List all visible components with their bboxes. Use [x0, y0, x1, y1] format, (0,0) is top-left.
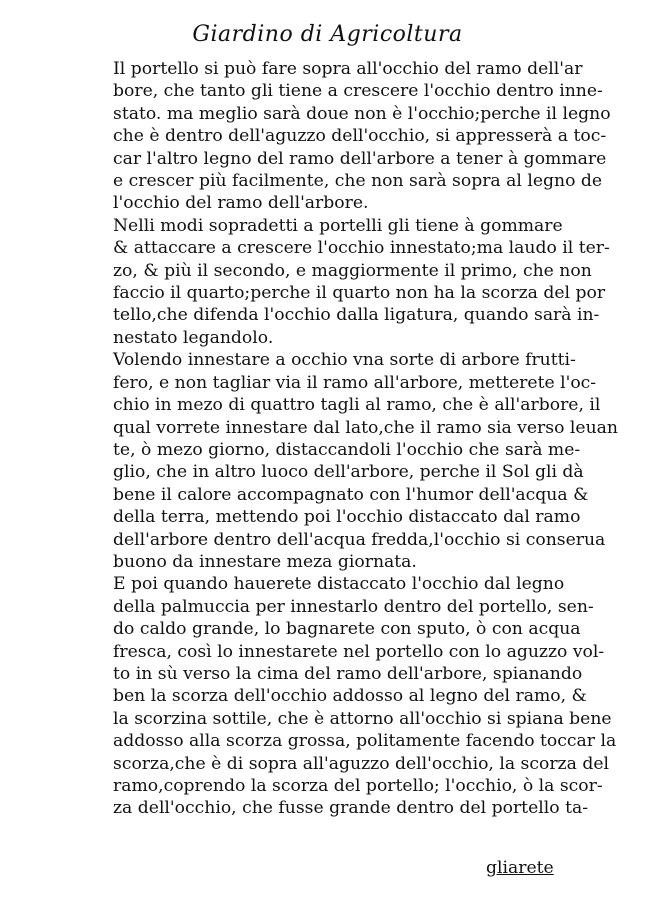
text-line: fresca, così lo innestarete nel portello con lo aguzzo vol-: [113, 641, 605, 662]
text-line: ramo,coprendo la scorza del portello; l'occhio, ò la scor-: [113, 776, 603, 796]
text-line: stato. ma meglio sarà doue non è l'occhio;perche il legno: [113, 103, 611, 124]
text-line: do caldo grande, lo bagnarete con sputo, ò con acqua: [113, 619, 581, 640]
text-line: car l'altro legno del ramo dell'arbore a tener à gommare: [113, 148, 607, 169]
text-line: che è dentro dell'aguzzo dell'occhio, si appresserà a toc-: [113, 126, 607, 147]
text-line: della palmuccia per innestarlo dentro del portello, sen-: [113, 596, 594, 617]
text-line: nestato legandolo.: [113, 327, 274, 348]
text-line: za dell'occhio, che fusse grande dentro del portello ta-: [113, 798, 589, 819]
text-line: la scorzina sottile, che è attorno all'occhio si spiana bene: [113, 708, 612, 729]
text-line: e crescer più facilmente, che non sarà sopra al legno de: [113, 171, 603, 192]
text-line: l'occhio del ramo dell'arbore.: [113, 193, 369, 214]
text-line: zo, & più il secondo, e maggiormente il primo, che non: [113, 260, 592, 281]
text-line: tello,che difenda l'occhio dalla ligatura, quando sarà in-: [113, 305, 600, 326]
text-line: buono da innestare meza giornata.: [113, 551, 417, 572]
text-line: glio, che in altro luoco dell'arbore, perche il Sol gli dà: [113, 462, 584, 483]
text-line: addosso alla scorza grossa, politamente facendo toccar la: [113, 731, 617, 752]
catchword: gliarete: [486, 858, 554, 878]
text-line: Il portello si può fare sopra all'occhio del ramo dell'ar: [113, 59, 583, 79]
body-text: [113, 58, 618, 820]
text-line: della terra, mettendo poi l'occhio distaccato dal ramo: [113, 507, 581, 528]
text-line: bore, che tanto gli tiene a crescere l'occhio dentro inne-: [113, 81, 603, 102]
text-line: Nelli modi sopradetti a portelli gli tiene à gommare: [113, 215, 563, 236]
text-line: chio in mezo di quattro tagli al ramo, che è all'arbore, il: [113, 395, 601, 416]
text-line: fero, e non tagliar via il ramo all'arbore, metterete l'oc-: [113, 372, 597, 393]
text-line: & attaccare a crescere l'occhio innestato;ma laudo il ter-: [113, 238, 610, 259]
text-line: qual vorrete innestare dal lato,che il ramo sia verso leuan: [113, 417, 618, 438]
text-line: Volendo innestare a occhio vna sorte di arbore frutti-: [113, 350, 576, 371]
text-line: E poi quando hauerete distaccato l'occhio dal legno: [113, 574, 565, 595]
text-line: scorza,che è di sopra all'aguzzo dell'occhio, la scorza del: [113, 753, 609, 774]
text-line: te, ò mezo giorno, distaccandoli l'occhio che sarà me-: [113, 439, 581, 460]
text-line: dell'arbore dentro dell'acqua fredda,l'occhio si conserua: [113, 529, 606, 550]
text-line: ben la scorza dell'occhio addosso al legno del ramo, &: [113, 686, 587, 707]
text-line: faccio il quarto;perche il quarto non ha la scorza del por: [113, 283, 606, 304]
text-line: to in sù verso la cima del ramo dell'arbore, spianando: [113, 663, 583, 684]
text-line: bene il calore accompagnato con l'humor dell'acqua &: [113, 484, 589, 505]
running-header: Giardino di Agricoltura: [192, 22, 463, 47]
